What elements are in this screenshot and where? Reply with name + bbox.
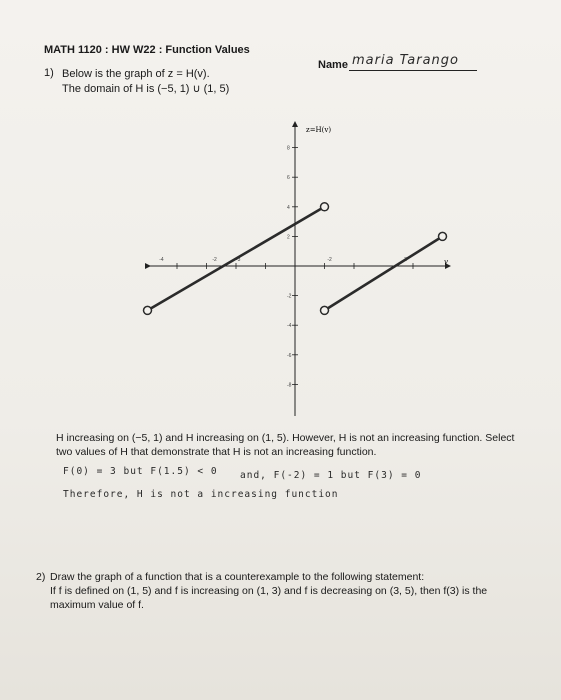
question-2-line-1: Draw the graph of a function that is a counterexample to the following statement: [50, 571, 425, 583]
answer-part-a: F(0) = 3 but F(1.5) < 0 [63, 466, 218, 477]
answer-conclusion: Therefore, H is not a increasing function [63, 489, 339, 500]
graph-horizontal-axis-label: v [444, 258, 448, 266]
graph-segment-1 [148, 204, 325, 311]
statement-line-2 [56, 445, 376, 459]
question-1-number: 1) [44, 67, 54, 79]
question-2-number: 2) [36, 571, 46, 583]
y-tick-label: 2 [287, 234, 290, 241]
worksheet-title: MATH 1120 : HW W22 : Function Values [44, 44, 250, 56]
question-2-line-3: maximum value of f. [50, 599, 144, 611]
y-tick-label: 8 [287, 145, 290, 152]
y-tick-label: -6 [287, 352, 292, 359]
open-endpoint [144, 306, 152, 314]
open-endpoint [321, 203, 329, 211]
x-tick-label: -2 [327, 257, 332, 263]
y-tick-label: -4 [287, 323, 292, 330]
statement-text-2: two values of H that demonstrate that H is not an increasing function. [56, 446, 377, 458]
name-label: Name [318, 59, 348, 71]
x-tick-label: -4 [159, 257, 164, 263]
graph-segment-2 [325, 236, 443, 310]
name-underline [349, 70, 477, 71]
handwritten-name: maria Tarango [352, 53, 459, 68]
answer-part-b: and, F(-2) = 1 but F(3) = 0 [240, 470, 422, 481]
function-graph [140, 118, 460, 418]
graph-axis-label: z=H(v) [306, 126, 332, 134]
y-tick-label: -2 [287, 293, 292, 300]
y-tick-label: -8 [287, 382, 292, 389]
statement-line-1 [56, 431, 514, 445]
y-tick-label: 6 [287, 175, 290, 182]
question-1-line-1: Below is the graph of z = H(v). [62, 68, 210, 80]
statement-text-1: H increasing on (−5, 1) and H increasing on (1, 5). However, H is not an increasing function. Select [56, 432, 515, 444]
graph-svg [140, 118, 460, 418]
x-tick-label: -2 [212, 257, 217, 263]
x-tick-label: -3 [235, 257, 241, 263]
open-endpoint [439, 232, 447, 240]
open-endpoint [321, 306, 329, 314]
y-tick-label: 4 [287, 204, 290, 211]
question-1-line-2: The domain of H is (−5, 1) ∪ (1, 5) [62, 83, 230, 95]
question-2-line-2: If f is defined on (1, 5) and f is increasing on (1, 3) and f is decreasing on (3, 5), then f(3) is the [50, 585, 488, 597]
